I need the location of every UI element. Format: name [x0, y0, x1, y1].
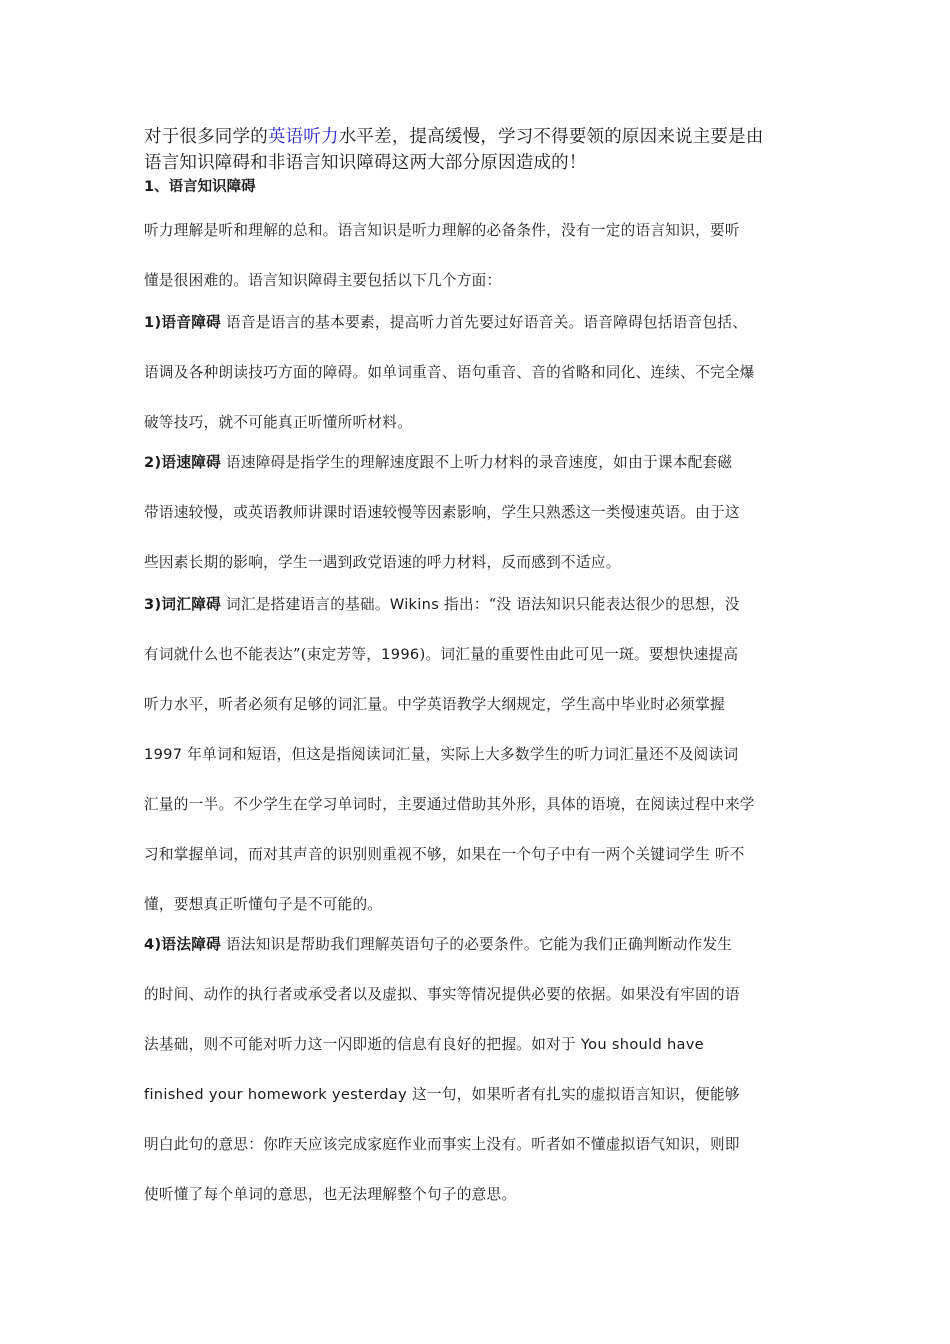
grammar-line [144, 920, 810, 970]
intro-text: 对于很多同学的 [144, 127, 268, 147]
intro-text: 水平差，提高缓慢，学习不得要领的原因来说主要是由 [338, 127, 764, 147]
vocabulary-text: 1996 [381, 646, 420, 663]
speed-line: 些因素长期的影响，学生一遇到政党语速的呼力材料，反而感到不适应。 [144, 554, 621, 571]
grammar-line: 使听懂了每个单词的意思，也无法理解整个句子的意思。 [144, 1186, 517, 1203]
english-listening-link[interactable]: 英语听力 [267, 127, 339, 147]
overview-paragraph [144, 206, 810, 306]
grammar-text: 语法知识是帮助我们理解英语句子的必要条件。它能为我们正确判断动作发生 [221, 936, 733, 953]
vocabulary-line: 汇量的一半。不少学生在学习单词时，主要通过借助其外形，具体的语境，在阅读过程中来学 [144, 796, 755, 813]
phonetics-text: 语音是语言的基本要素，提高听力首先要过好语音关。语音障碍包括语音包括、 [221, 314, 748, 331]
grammar-text: finished your homework yesterday [144, 1086, 408, 1103]
phonetics-paragraph [144, 298, 810, 448]
grammar-line: 明白此句的意思：你昨天应该完成家庭作业而事实上没有。听者如不懂虚拟语气知识，则即 [144, 1136, 740, 1153]
phonetics-line [144, 298, 810, 348]
phonetics-line: 语调及各种朗读技巧方面的障碍。如单词重音、语句重音、音的省略和同化、连续、不完全爆 [144, 364, 755, 381]
vocabulary-text: 有词就什么也不能表达”(束定芳等， [144, 646, 382, 663]
intro-line-2: 语言知识障碍和非语言知识障碍这两大部分原因造成的！ [144, 153, 587, 173]
vocabulary-line [144, 580, 810, 630]
grammar-text: You should have [580, 1036, 704, 1053]
vocabulary-line [144, 730, 810, 780]
vocabulary-line: 习和掌握单词，而对其声音的识别则重视不够，如果在一个句子中有一两个关键词学生 听不 [144, 846, 745, 863]
vocabulary-text: Wikins [389, 596, 440, 613]
grammar-paragraph [144, 920, 810, 1220]
intro-paragraph [144, 124, 810, 176]
vocabulary-text: 指出：“没 语法知识只能表达很少的思想，没 [439, 596, 740, 613]
intro-line-1 [144, 124, 810, 150]
vocabulary-line: 听力水平，听者必须有足够的词汇量。中学英语教学大纲规定，学生高中毕业时必须掌握 [144, 696, 725, 713]
vocabulary-line [144, 630, 810, 680]
vocabulary-text: 1997 [144, 746, 183, 763]
grammar-text: 这一句，如果听者有扎实的虚拟语言知识，便能够 [407, 1086, 740, 1103]
grammar-line [144, 1020, 810, 1070]
overview-line: 懂是很困难的。语言知识障碍主要包括以下几个方面： [144, 272, 502, 289]
speed-line: 带语速较慢，或英语教师讲课时语速较慢等因素影响，学生只熟悉这一类慢速英语。由于这 [144, 504, 740, 521]
phonetics-line: 破等技巧，就不可能真正听懂所听材料。 [144, 414, 413, 431]
section-heading: 1、语言知识障碍 [144, 179, 256, 195]
grammar-line: 的时间、动作的执行者或承受者以及虚拟、事实等情况提供必要的依据。如果没有牢固的语 [144, 986, 740, 1003]
vocabulary-text: )。词汇量的重要性由此可见一斑。要想快速提高 [419, 646, 739, 663]
speed-line [144, 438, 810, 488]
phonetics-label: 1)语音障碍 [144, 314, 221, 331]
grammar-label: 4)语法障碍 [144, 936, 221, 953]
grammar-line [144, 1070, 810, 1120]
vocabulary-line: 懂，要想真正听懂句子是不可能的。 [144, 896, 383, 913]
speed-label: 2)语速障碍 [144, 454, 221, 471]
vocabulary-text: 词汇是搭建语言的基础。 [221, 596, 390, 613]
vocabulary-label: 3)词汇障碍 [144, 596, 221, 613]
speed-paragraph [144, 438, 810, 588]
vocabulary-text: 年单词和短语，但这是指阅读词汇量，实际上大多数学生的听力词汇量还不及阅读词 [182, 746, 739, 763]
speed-text: 语速障碍是指学生的理解速度跟不上听力材料的录音速度，如由于课本配套磁 [221, 454, 733, 471]
grammar-text: 法基础，则不可能对听力这一闪即逝的信息有良好的把握。如对于 [144, 1036, 581, 1053]
overview-line: 听力理解是听和理解的总和。语言知识是听力理解的必备条件，没有一定的语言知识，要听 [144, 222, 740, 239]
vocabulary-paragraph [144, 580, 810, 930]
